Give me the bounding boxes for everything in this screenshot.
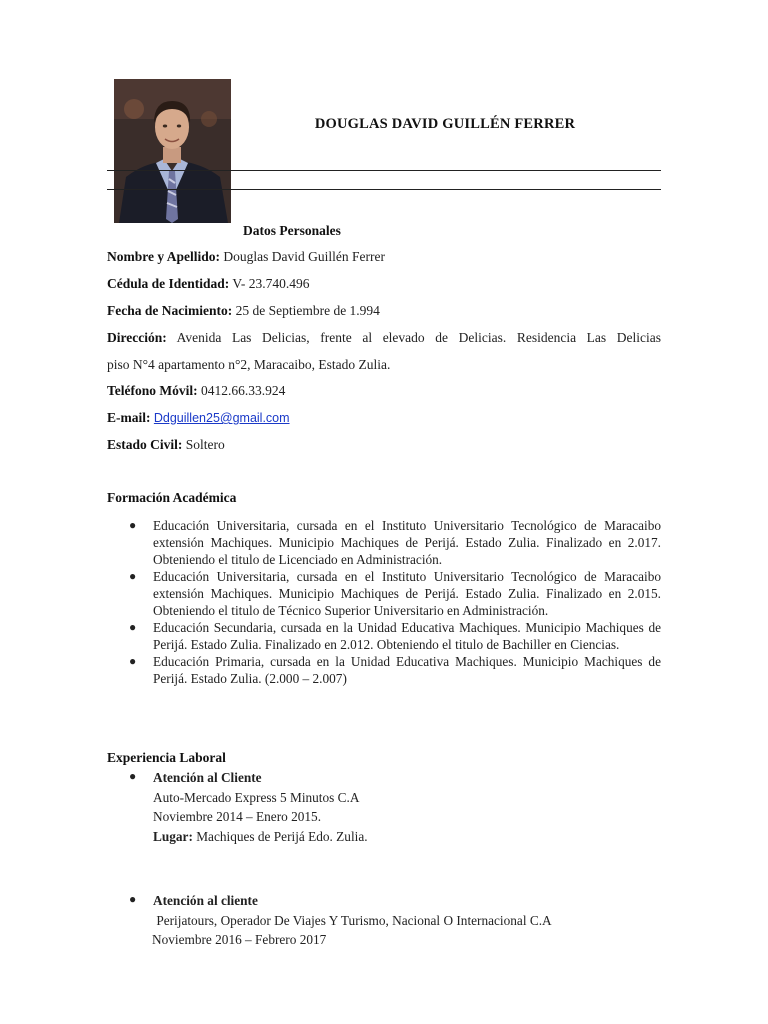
job-role: Atención al cliente [153, 893, 258, 908]
field-value: Avenida Las Delicias, frente al elevado de Delicias. Residencia Las Delicias [176, 330, 661, 345]
header-divider-bottom [107, 189, 661, 190]
field-birth-date [107, 303, 661, 319]
job-period: Noviembre 2014 – Enero 2015. [153, 809, 322, 824]
bullet-icon: ● [129, 620, 137, 634]
education-heading: Formación Académica [107, 490, 237, 505]
field-id-number [107, 276, 661, 292]
field-value: Douglas David Guillén Ferrer [223, 249, 385, 264]
education-item: ● Educación Universitaria, cursada en el Instituto Universitario Tecnológico de Maracaibo extensión Machiques. Municipio Machiques de Perijá. Estado Zulia. Finalizado en 2.015. Obteniendo el titulo de Técnico Superior Universitario en Administración. [129, 569, 661, 618]
bullet-icon: ● [129, 518, 137, 532]
job-place: Lugar: Machiques de Perijá Edo. Zulia. [153, 828, 368, 844]
job-company: Auto-Mercado Express 5 Minutos C.A [153, 789, 360, 805]
field-value: V- 23.740.496 [232, 276, 310, 291]
education-item: ● Educación Secundaria, cursada en la Unidad Educativa Machiques. Municipio Machiques de Perijá. Estado Zulia. Finalizado en 2.012. Obteniendo el titulo de Bachiller en Ciencias. [129, 620, 661, 652]
header-divider-top [107, 170, 661, 171]
candidate-name: DOUGLAS DAVID GUILLÉN FERRER [314, 116, 576, 132]
field-marital-status [107, 437, 661, 453]
field-label: Cédula de Identidad: [107, 276, 230, 291]
field-label: Fecha de Nacimiento: [107, 303, 233, 318]
field-address-continued [107, 357, 661, 373]
experience-item [107, 891, 661, 950]
personal-data-heading: Datos Personales [243, 223, 341, 238]
field-label: E-mail: [107, 410, 151, 425]
field-full-name [107, 249, 661, 265]
field-value: 25 de Septiembre de 1.994 [235, 303, 380, 318]
job-role: Atención al Cliente [153, 770, 262, 785]
portrait-image [114, 79, 231, 223]
field-label: Dirección: [107, 330, 167, 345]
experience-heading: Experiencia Laboral [107, 750, 226, 765]
field-value: piso N°4 apartamento n°2, Maracaibo, Estado Zulia. [107, 357, 391, 372]
bullet-icon: ● [129, 654, 137, 668]
bullet-icon: ● [129, 892, 137, 906]
job-period: Noviembre 2016 – Febrero 2017 [152, 932, 327, 947]
email-link[interactable]: Ddguillen25@gmail.com [153, 411, 290, 425]
bullet-icon: ● [129, 569, 137, 583]
experience-item [107, 768, 661, 846]
bullet-icon: ● [129, 769, 137, 783]
experience-list-1 [107, 768, 661, 846]
field-mobile-phone [107, 383, 661, 399]
field-address [107, 330, 661, 346]
field-value: 0412.66.33.924 [201, 383, 286, 398]
field-label: Nombre y Apellido: [107, 249, 221, 264]
field-email [107, 410, 661, 426]
experience-list-2 [107, 891, 661, 950]
field-label: Teléfono Móvil: [107, 383, 198, 398]
field-value: Soltero [185, 437, 225, 452]
education-item: ● Educación Universitaria, cursada en el Instituto Universitario Tecnológico de Maracaibo extensión Machiques. Municipio Machiques de Perijá. Estado Zulia. Finalizado en 2.017. Obteniendo el titulo de Licenciado en Administración. [129, 518, 661, 567]
job-company: Perijatours, Operador De Viajes Y Turismo, Nacional O Internacional C.A [153, 912, 552, 928]
education-item: ● Educación Primaria, cursada en la Unidad Educativa Machiques. Municipio Machiques de Perijá. Estado Zulia. (2.000 – 2.007) [129, 654, 661, 686]
field-label: Estado Civil: [107, 437, 183, 452]
profile-photo [114, 79, 231, 223]
education-list [107, 517, 661, 687]
